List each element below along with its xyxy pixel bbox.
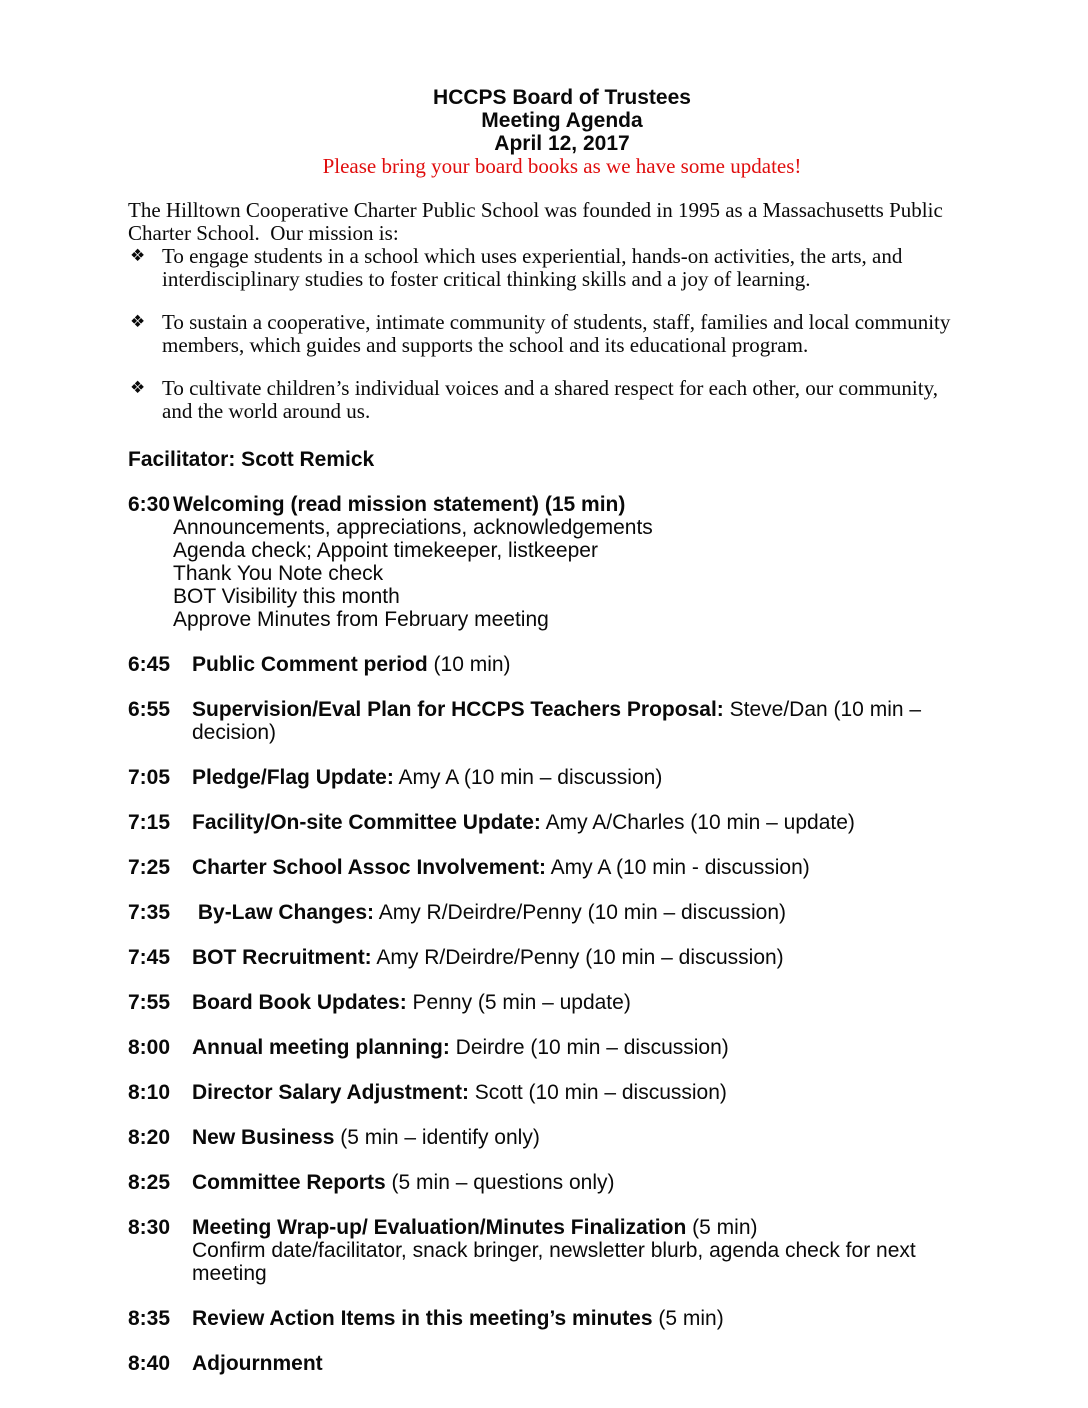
agenda-item <box>128 1126 996 1149</box>
agenda-detail: Amy R/Deirdre/Penny (10 min – discussion) <box>371 946 784 969</box>
agenda-item <box>128 1171 996 1194</box>
agenda-subitem: Announcements, appreciations, acknowledgements <box>173 516 653 539</box>
agenda-time: 8:25 <box>128 1171 171 1194</box>
agenda-body <box>192 991 631 1014</box>
agenda-title: Public Comment period <box>192 653 428 676</box>
agenda-title: Annual meeting planning: <box>192 1036 450 1059</box>
agenda-subitem: Thank You Note check <box>173 562 384 585</box>
agenda-item <box>128 901 996 924</box>
agenda-title: Review Action Items in this meeting’s minutes <box>192 1307 653 1330</box>
notice-text: Please bring your board books as we have some updates! <box>322 154 802 178</box>
agenda-subitem: Agenda check; Appoint timekeeper, listkeeper <box>173 539 598 562</box>
agenda-time: 7:45 <box>128 946 171 969</box>
agenda-detail: Deirdre (10 min – discussion) <box>449 1036 729 1059</box>
doc-title-line-2: Meeting Agenda <box>481 109 643 132</box>
facilitator-line: Facilitator: Scott Remick <box>128 448 375 471</box>
agenda-title: Welcoming (read mission statement) (15 min) <box>173 493 626 516</box>
agenda-body <box>192 1216 996 1285</box>
agenda-body <box>192 901 786 924</box>
agenda-main-line <box>192 1081 727 1104</box>
agenda-detail: Penny (5 min – update) <box>406 991 631 1014</box>
agenda-title: Committee Reports <box>192 1171 386 1194</box>
doc-header <box>128 86 996 178</box>
agenda-detail: (5 min – identify only) <box>334 1126 540 1149</box>
mission-bullet-list <box>128 245 996 423</box>
agenda-time: 8:20 <box>128 1126 171 1149</box>
agenda-subitem: BOT Visibility this month <box>173 585 400 608</box>
agenda-body <box>192 653 511 676</box>
agenda-item <box>128 811 996 834</box>
agenda-detail: Amy A (10 min – discussion) <box>393 766 663 789</box>
doc-title-line-3: April 12, 2017 <box>494 132 630 155</box>
intro-paragraph: The Hilltown Cooperative Charter Public School was founded in 1995 as a Massachusetts Public Charter School. Our mission is: <box>128 198 949 245</box>
agenda-title: Meeting Wrap-up/ Evaluation/Minutes Finalization <box>192 1216 687 1239</box>
agenda-main-line <box>192 946 784 969</box>
diamond-bullet-icon: ❖ <box>130 378 146 398</box>
mission-bullet-text: To cultivate children’s individual voices and a shared respect for each other, our community, and the world around us. <box>162 376 938 423</box>
agenda-body <box>192 1126 540 1149</box>
agenda-main-line <box>192 698 996 744</box>
agenda-item <box>128 856 996 879</box>
doc-title-line-1: HCCPS Board of Trustees <box>433 86 691 109</box>
agenda-detail: (5 min – questions only) <box>385 1171 615 1194</box>
agenda-item <box>128 1352 996 1375</box>
agenda-body <box>192 1352 323 1375</box>
agenda-title: Charter School Assoc Involvement: <box>192 856 546 879</box>
agenda-body <box>192 946 784 969</box>
agenda-body <box>192 811 855 834</box>
agenda-time: 8:35 <box>128 1307 171 1330</box>
agenda-item <box>128 1216 996 1285</box>
agenda-main-line <box>173 493 653 516</box>
agenda-detail: Scott (10 min – discussion) <box>468 1081 727 1104</box>
agenda-body <box>192 856 810 879</box>
agenda-item <box>128 653 996 676</box>
agenda-detail: (10 min) <box>427 653 511 676</box>
agenda-time: 8:40 <box>128 1352 171 1375</box>
agenda-detail: Amy R/Deirdre/Penny (10 min – discussion) <box>374 901 787 924</box>
agenda-subitem: Approve Minutes from February meeting <box>173 608 549 631</box>
agenda-main-line <box>192 1216 996 1239</box>
agenda-title: By-Law Changes: <box>192 901 375 924</box>
agenda-list <box>128 493 996 1375</box>
agenda-detail: Amy A (10 min - discussion) <box>545 856 810 879</box>
agenda-item <box>128 946 996 969</box>
agenda-time: 7:25 <box>128 856 171 879</box>
agenda-detail: Amy A/Charles (10 min – update) <box>540 811 855 834</box>
agenda-detail: (5 min) <box>686 1216 758 1239</box>
agenda-title: Supervision/Eval Plan for HCCPS Teachers Proposal: <box>192 698 724 721</box>
agenda-time: 7:05 <box>128 766 171 789</box>
agenda-body <box>192 1171 614 1194</box>
agenda-item <box>128 1081 996 1104</box>
mission-bullet <box>128 245 996 291</box>
diamond-bullet-icon: ❖ <box>130 246 146 266</box>
agenda-main-line <box>192 856 810 879</box>
agenda-title: New Business <box>192 1126 335 1149</box>
mission-bullet <box>128 311 996 357</box>
agenda-body <box>192 1307 724 1330</box>
agenda-main-line <box>192 991 631 1014</box>
agenda-main-line <box>192 1307 724 1330</box>
agenda-title: Facility/On-site Committee Update: <box>192 811 541 834</box>
agenda-title: Pledge/Flag Update: <box>192 766 394 789</box>
agenda-title: Director Salary Adjustment: <box>192 1081 469 1104</box>
agenda-item <box>128 1307 996 1330</box>
agenda-main-line <box>192 653 511 676</box>
agenda-main-line <box>192 1171 614 1194</box>
agenda-time: 6:55 <box>128 698 171 721</box>
agenda-time: 6:45 <box>128 653 171 676</box>
agenda-body <box>173 493 653 631</box>
agenda-item <box>128 766 996 789</box>
agenda-detail: Steve/Dan (10 min – decision) <box>192 698 927 744</box>
agenda-item <box>128 1036 996 1059</box>
agenda-time: 7:35 <box>128 901 171 924</box>
agenda-main-line <box>192 811 855 834</box>
agenda-title: BOT Recruitment: <box>192 946 372 969</box>
agenda-time: 6:30 <box>128 493 171 516</box>
agenda-item <box>128 991 996 1014</box>
mission-bullet-text: To sustain a cooperative, intimate community of students, staff, families and local community members, which guides and supports the school and its educational program. <box>162 310 951 357</box>
agenda-subitem: Confirm date/facilitator, snack bringer, newsletter blurb, agenda check for next meeting <box>192 1239 922 1285</box>
agenda-body <box>192 766 662 789</box>
agenda-time: 8:10 <box>128 1081 171 1104</box>
agenda-body <box>192 1081 727 1104</box>
diamond-bullet-icon: ❖ <box>130 312 146 332</box>
agenda-body <box>192 1036 729 1059</box>
agenda-main-line <box>192 766 662 789</box>
agenda-time: 8:00 <box>128 1036 171 1059</box>
agenda-time: 8:30 <box>128 1216 171 1239</box>
agenda-time: 7:15 <box>128 811 171 834</box>
agenda-body <box>192 698 996 744</box>
agenda-main-line <box>192 901 786 924</box>
agenda-main-line <box>192 1126 540 1149</box>
agenda-title: Board Book Updates: <box>192 991 407 1014</box>
agenda-title: Adjournment <box>192 1352 323 1375</box>
agenda-main-line <box>192 1036 729 1059</box>
agenda-item <box>128 698 996 744</box>
agenda-main-line <box>192 1352 323 1375</box>
mission-bullet <box>128 377 996 423</box>
agenda-time: 7:55 <box>128 991 171 1014</box>
mission-bullet-text: To engage students in a school which uses experiential, hands-on activities, the arts, and interdisciplinary studies to foster critical thinking skills and a joy of learning. <box>162 244 903 291</box>
agenda-item <box>128 493 996 631</box>
agenda-detail: (5 min) <box>652 1307 724 1330</box>
